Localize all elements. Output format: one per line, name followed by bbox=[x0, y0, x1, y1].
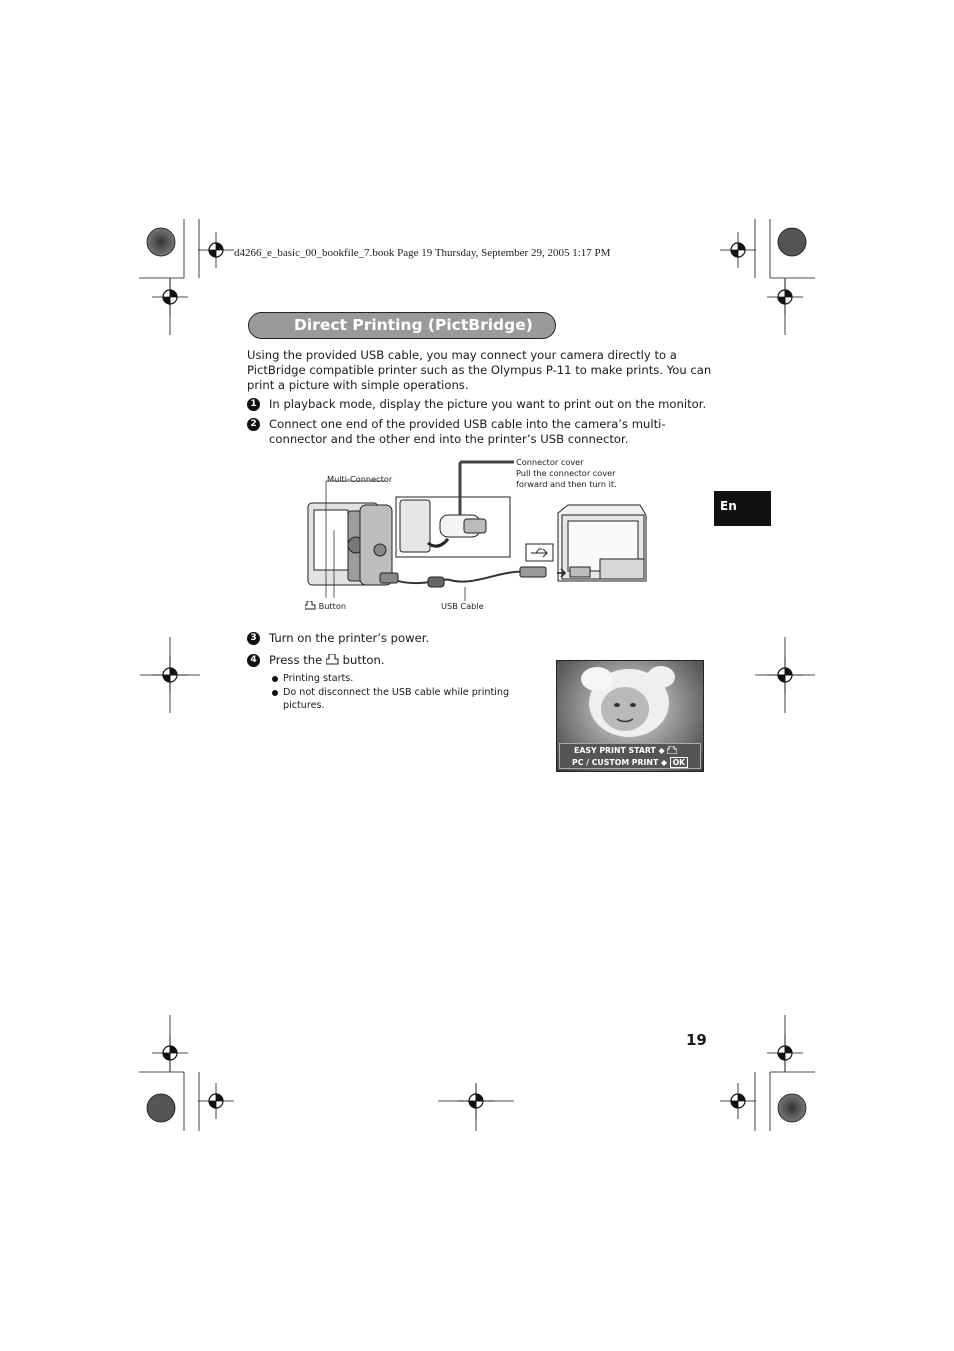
label-connector-cover-note-1: Pull the connector cover bbox=[516, 468, 616, 478]
step-number: 3 bbox=[247, 632, 260, 645]
camera-icon bbox=[308, 503, 392, 585]
label-usb-cable: USB Cable bbox=[441, 601, 484, 611]
step-text: In playback mode, display the picture you want to print out on the monitor. bbox=[269, 397, 707, 411]
step-2 bbox=[247, 417, 717, 449]
step-text: Connect one end of the provided USB cable into the camera’s multi-connector and the other end into the printer’s USB connector. bbox=[269, 417, 666, 446]
label-button-text: Button bbox=[318, 601, 347, 611]
diamond-icon: ◆ bbox=[658, 746, 665, 755]
step-1 bbox=[247, 397, 717, 413]
step-text: Turn on the printer’s power. bbox=[269, 631, 430, 645]
language-tab: En bbox=[714, 491, 771, 526]
section-title-banner bbox=[248, 312, 556, 339]
connection-diagram bbox=[300, 455, 660, 615]
bullet-item: Do not disconnect the USB cable while printing pictures. bbox=[272, 686, 532, 712]
print-icon bbox=[326, 654, 339, 665]
camera-monitor-screen bbox=[556, 660, 704, 772]
menu-custom-print: PC / CUSTOM PRINT ◆ OK bbox=[572, 757, 688, 768]
diamond-icon: ◆ bbox=[660, 758, 667, 767]
step-number: 2 bbox=[247, 418, 260, 431]
intro-paragraph: Using the provided USB cable, you may connect your camera directly to a PictBridge compatible printer such as the Olympus P-11 to make prints. You can print a picture with simple operations. bbox=[247, 348, 712, 392]
menu-easy-print: EASY PRINT START ◆ bbox=[574, 746, 677, 755]
label-print-button bbox=[305, 601, 346, 611]
file-header-line: d4266_e_basic_00_bookfile_7.book Page 19 Thursday, September 29, 2005 1:17 PM bbox=[234, 247, 611, 259]
label-connector-cover-note-2: forward and then turn it. bbox=[516, 479, 617, 489]
print-icon bbox=[305, 601, 316, 610]
step-number: 1 bbox=[247, 398, 260, 411]
step-3 bbox=[247, 631, 717, 647]
step-text: Press the button. bbox=[269, 653, 385, 667]
ok-button-icon: OK bbox=[670, 757, 688, 768]
bullet-item: Printing starts. bbox=[272, 672, 532, 685]
page-number: 19 bbox=[686, 1031, 707, 1049]
step-4-notes bbox=[272, 672, 532, 713]
printer-icon bbox=[558, 505, 646, 581]
label-connector-cover: Connector cover bbox=[516, 457, 584, 467]
label-multi-connector: Multi-Connector bbox=[327, 474, 393, 484]
step-number: 4 bbox=[247, 654, 260, 667]
child-photo bbox=[557, 661, 703, 743]
section-title: Direct Printing (PictBridge) bbox=[294, 316, 533, 334]
print-icon bbox=[667, 746, 677, 754]
print-menu-overlay bbox=[559, 743, 701, 769]
